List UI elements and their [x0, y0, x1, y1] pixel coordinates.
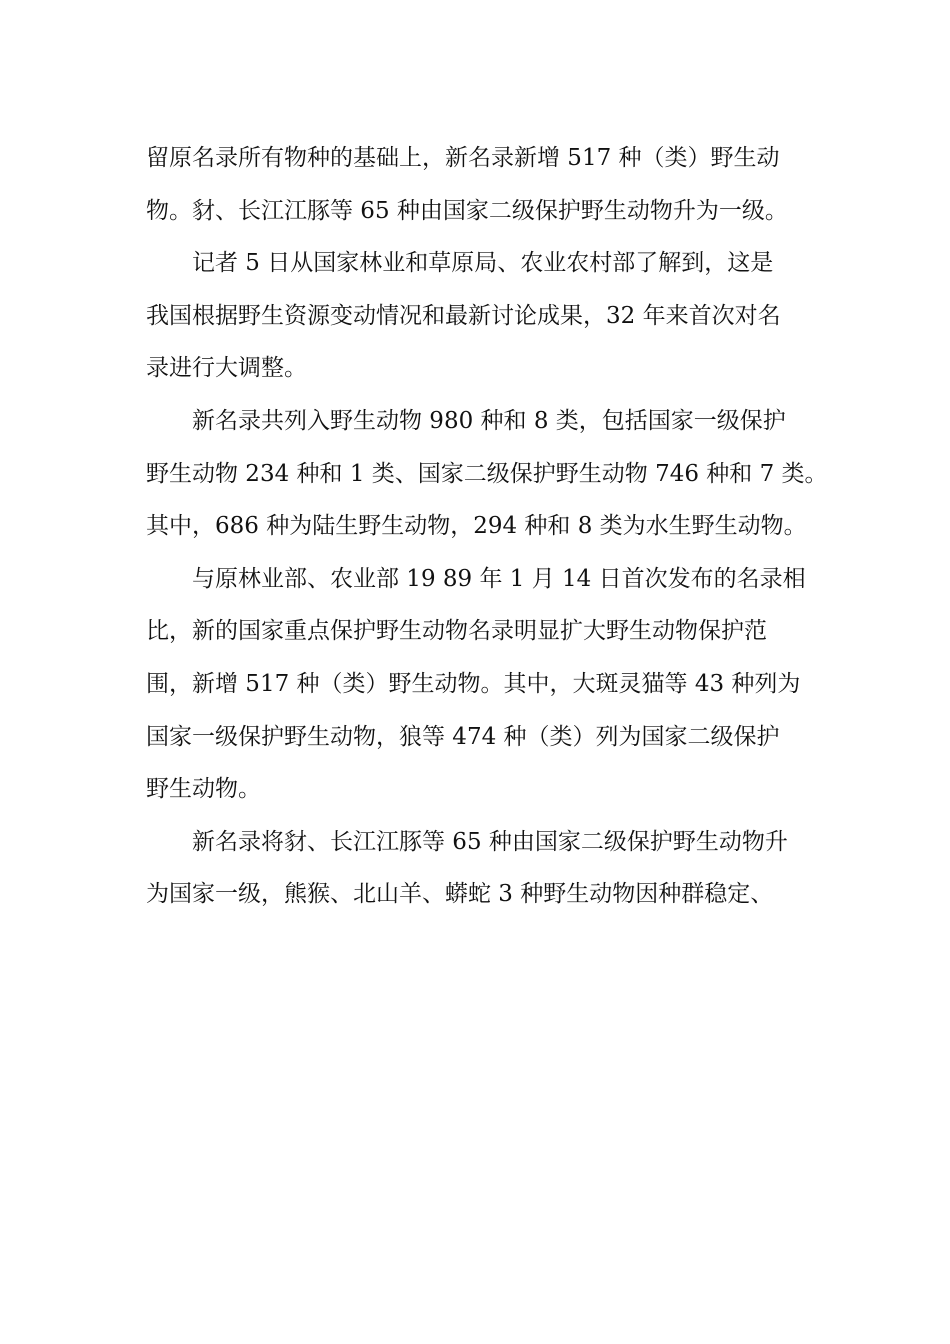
- text-line: 录进行大调整。: [146, 355, 307, 382]
- text-line: 新名录共列入野生动物 980 种和 8 类，包括国家一级保护: [192, 407, 786, 434]
- text-line: 为国家一级，熊猴、北山羊、蟒蛇 3 种野生动物因种群稳定、: [146, 881, 774, 908]
- text-line: 新名录将豺、长江江豚等 65 种由国家二级保护野生动物升: [192, 828, 788, 855]
- text-line: 野生动物 234 种和 1 类、国家二级保护野生动物 746 种和 7 类。: [146, 460, 828, 487]
- paragraph-5: [146, 816, 808, 921]
- paragraph-1: [146, 132, 808, 237]
- text-line: 比，新的国家重点保护野生动物名录明显扩大野生动物保护范: [146, 618, 767, 645]
- text-line: 国家一级保护野生动物，狼等 474 种（类）列为国家二级保护: [146, 723, 780, 750]
- text-line: 野生动物。: [146, 776, 261, 803]
- text-line: 留原名录所有物种的基础上，新名录新增 517 种（类）野生动: [146, 145, 780, 171]
- text-line: 与原林业部、农业部 19 89 年 1 月 14 日首次发布的名录相: [192, 565, 806, 592]
- text-line: 物。豺、长江江豚等 65 种由国家二级保护野生动物升为一级。: [146, 197, 788, 224]
- text-line: 记者 5 日从国家林业和草原局、农业农村部了解到，这是: [192, 250, 774, 277]
- text-line: 围，新增 517 种（类）野生动物。其中，大斑灵猫等 43 种列为: [146, 670, 801, 697]
- document-body: [146, 132, 828, 921]
- paragraph-2: [146, 237, 808, 395]
- paragraph-3: [146, 395, 828, 553]
- paragraph-4: [146, 553, 808, 816]
- text-line: 我国根据野生资源变动情况和最新讨论成果，32 年来首次对名: [146, 302, 781, 329]
- text-line: 其中，686 种为陆生野生动物，294 种和 8 类为水生野生动物。: [146, 513, 807, 540]
